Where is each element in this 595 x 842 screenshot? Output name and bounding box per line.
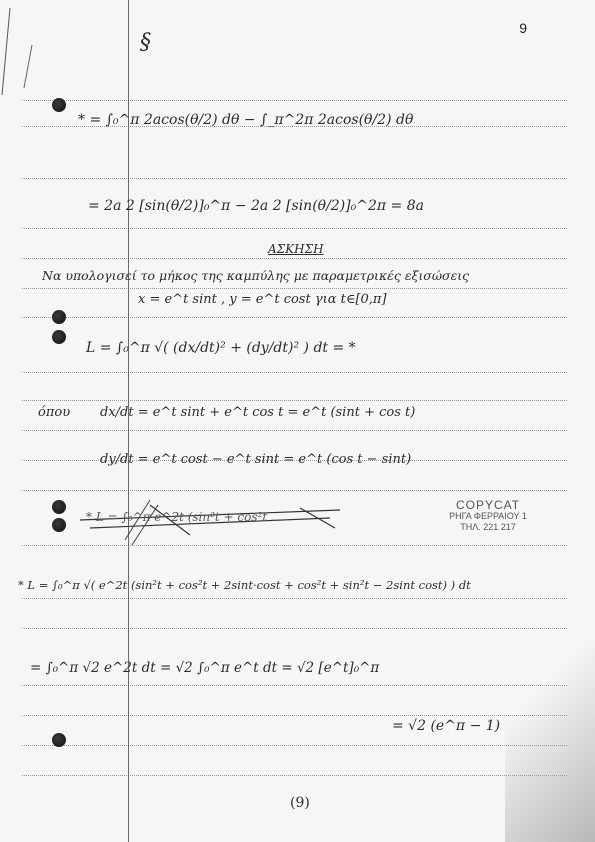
struck-out-attempt: * L = ∫₀^π e^2t (sin²t + cos²t ... bbox=[86, 510, 283, 524]
length-formula: L = ∫₀^π √( (dx/dt)² + (dy/dt)² ) dt = * bbox=[86, 340, 356, 356]
copycat-stamp bbox=[433, 500, 543, 533]
problem-statement: Να υπολογισεί το μήκος της καμπύλης με παραμετρικές εξισώσεις bbox=[42, 268, 470, 283]
margin-mark: § bbox=[140, 30, 151, 55]
stamp-line-2: ΡΗΓΑ ΦΕΡΡΑΙΟΥ 1 bbox=[449, 511, 527, 521]
dx-dt-derivative: dx/dt = e^t sint + e^t cos t = e^t (sint + cos t) bbox=[100, 405, 416, 420]
length-expanded: * L = ∫₀^π √( e^2t (sin²t + cos²t + 2sint·cost + cos²t + sin²t − 2sint cost) ) dt bbox=[18, 578, 471, 592]
length-final-result: = √2 (e^π − 1) bbox=[392, 718, 501, 734]
page-number: 9 bbox=[519, 20, 527, 36]
stamp-line-3: ΤΗΛ. 221 217 bbox=[460, 522, 516, 532]
length-simplified: = ∫₀^π √2 e^2t dt = √2 ∫₀^π e^t dt = √2 [e^t]₀^π bbox=[30, 660, 380, 676]
exercise-heading: ΑΣΚΗΣΗ bbox=[268, 242, 324, 256]
line-integral-result: = 2a 2 [sin(θ/2)]₀^π − 2a 2 [sin(θ/2)]₀^2π = 8a bbox=[88, 198, 424, 214]
parametric-equations: x = e^t sint , y = e^t cost για t∈[0,π] bbox=[138, 292, 387, 307]
dy-dt-derivative: dy/dt = e^t cost − e^t sint = e^t (cos t − sint) bbox=[100, 452, 412, 467]
footer-page-label: (9) bbox=[290, 795, 310, 811]
line-integral-split: * = ∫₀^π 2acos(θ/2) dθ − ∫_π^2π 2acos(θ/2) dθ bbox=[78, 112, 414, 128]
stamp-line-1: COPYCAT bbox=[455, 498, 521, 512]
opou-label: όπου bbox=[38, 405, 71, 420]
